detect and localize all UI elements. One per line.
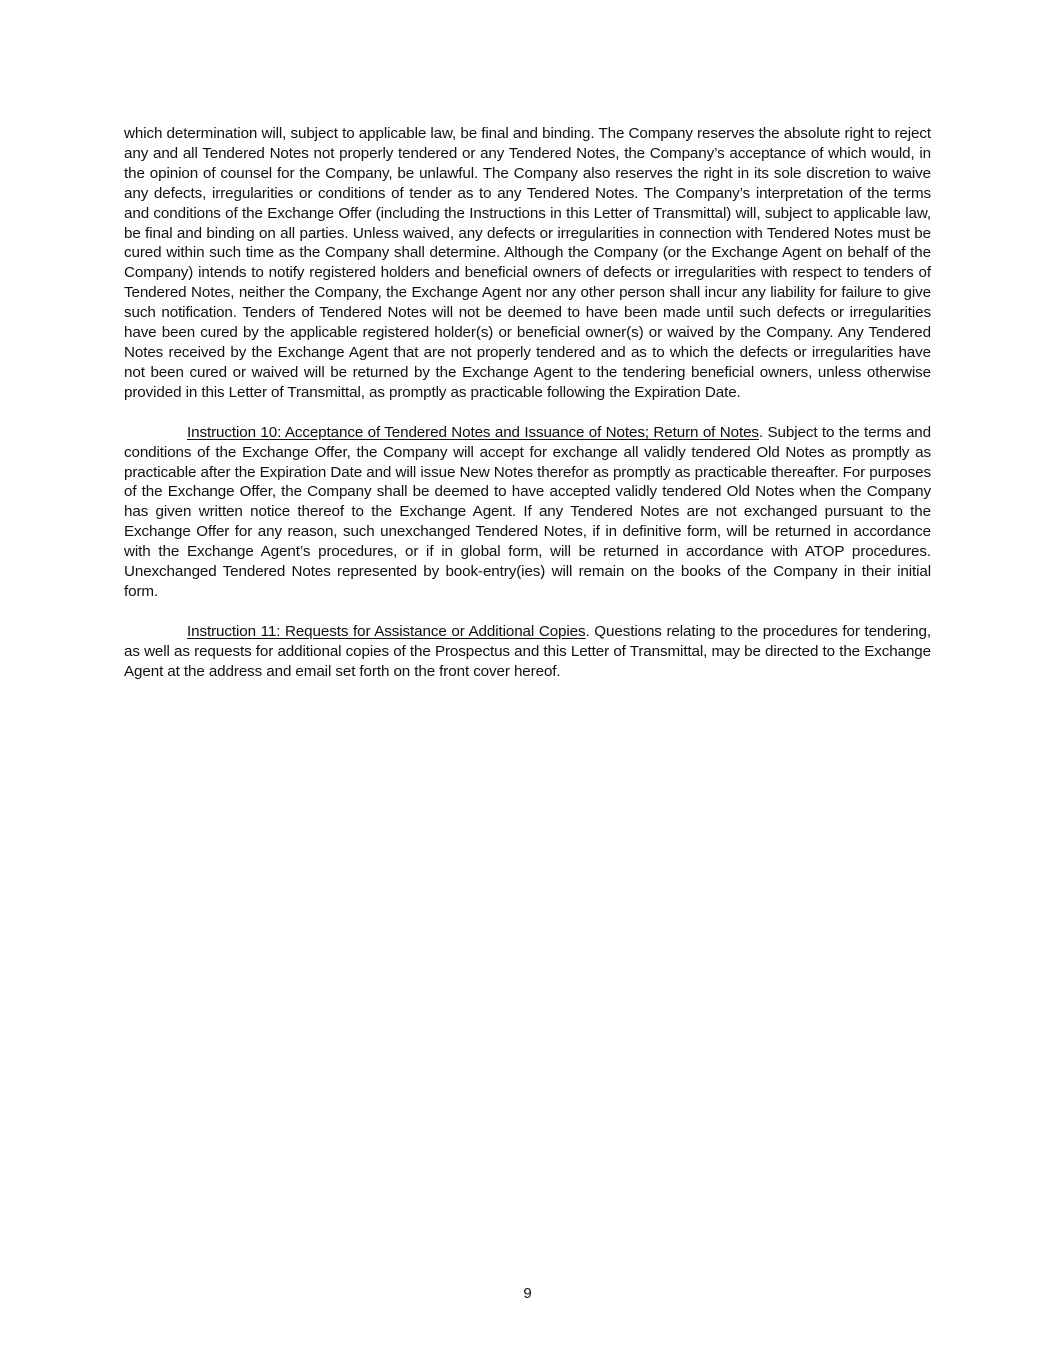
document-body bbox=[124, 124, 931, 702]
paragraph-instruction-10 bbox=[124, 423, 931, 602]
paragraph-determination bbox=[124, 124, 931, 403]
instruction-10-heading: Instruction 10: Acceptance of Tendered Notes and Issuance of Notes; Return of Notes bbox=[187, 423, 759, 441]
paragraph-text: . Subject to the terms and conditions of the Exchange Offer, the Company will accept for exchange all validly tendered Old Notes as promptly as practicable after the Expiration Date and will issue New Notes therefor as promptly as practicable thereafter. For purposes of the Exchange Offer, the Company shall be deemed to have accepted validly tendered Old Notes when the Company has given written notice thereof to the Exchange Agent. If any Tendered Notes are not exchanged pursuant to the Exchange Offer for any reason, such unexchanged Tendered Notes, if in definitive form, will be returned in accordance with the Exchange Agent’s procedures, or if in global form, will be returned in accordance with ATOP procedures. Unexchanged Tendered Notes represented by book-entry(ies) will remain on the books of the Company in their initial form. bbox=[124, 423, 931, 600]
paragraph-text: . Questions relating to the procedures for tendering, as well as requests for additional copies of the Prospectus and this Letter of Transmittal, may be directed to the Exchange Agent at the address and email set forth on the front cover hereof. bbox=[124, 622, 931, 680]
paragraph-text: which determination will, subject to applicable law, be final and binding. The Company reserves the absolute right to reject any and all Tendered Notes not properly tendered or any Tendered Notes, the Company’s acceptance of which would, in the opinion of counsel for the Company, be unlawful. The Company also reserves the right in its sole discretion to waive any defects, irregularities or conditions of tender as to any Tendered Notes. The Company’s interpretation of the terms and conditions of the Exchange Offer (including the Instructions in this Letter of Transmittal) will, subject to applicable law, be final and binding on all parties. Unless waived, any defects or irregularities in connection with Tendered Notes must be cured within such time as the Company shall determine. Although the Company (or the Exchange Agent on behalf of the Company) intends to notify registered holders and beneficial owners of defects or irregularities with respect to tenders of Tendered Notes, neither the Company, the Exchange Agent nor any other person shall incur any liability for failure to give such notification. Tenders of Tendered Notes will not be deemed to have been made until such defects or irregularities have been cured by the applicable registered holder(s) or beneficial owner(s) or waived by the Company. Any Tendered Notes received by the Exchange Agent that are not properly tendered and as to which the defects or irregularities have not been cured or waived will be returned by the Exchange Agent to the tendering beneficial owners, unless otherwise provided in this Letter of Transmittal, as promptly as practicable following the Expiration Date. bbox=[124, 125, 931, 401]
paragraph-instruction-11 bbox=[124, 622, 931, 682]
page-number: 9 bbox=[523, 1285, 532, 1302]
instruction-11-heading: Instruction 11: Requests for Assistance or Additional Copies bbox=[187, 622, 586, 640]
